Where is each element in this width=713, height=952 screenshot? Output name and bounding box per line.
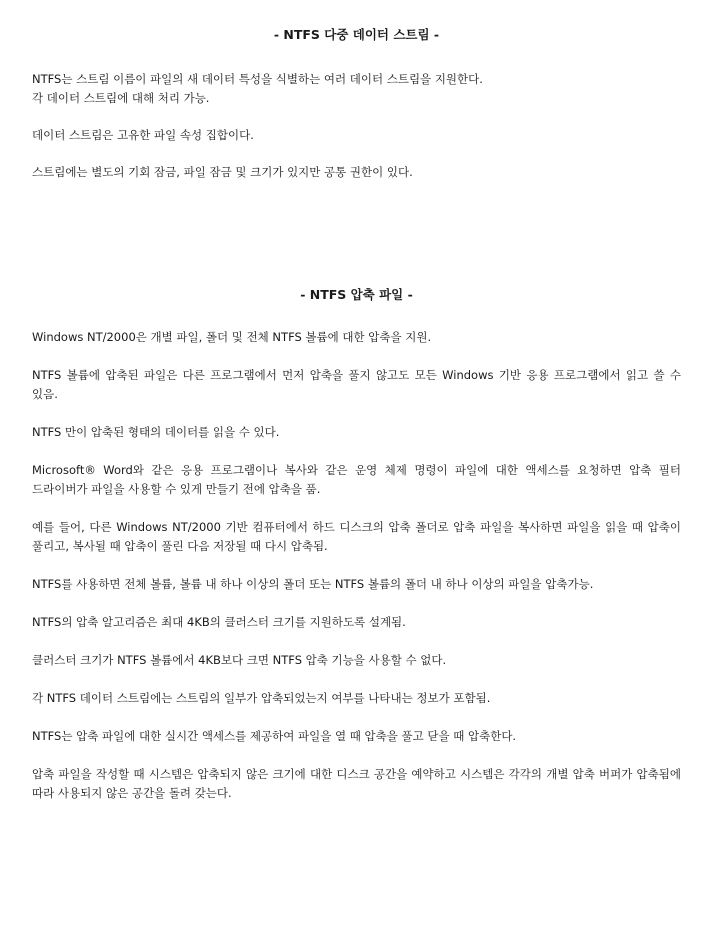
paragraph: NTFS를 사용하면 전체 볼륨, 볼륨 내 하나 이상의 폴더 또는 NTFS 볼륨의 폴더 내 하나 이상의 파일을 압축가능.	[32, 577, 594, 591]
paragraph: NTFS의 압축 알고리즘은 최대 4KB의 클러스터 크기를 지원하도록 설계됨.	[32, 615, 406, 629]
paragraph: 클러스터 크기가 NTFS 볼륨에서 4KB보다 크면 NTFS 압축 기능을 사용할 수 없다.	[32, 653, 447, 667]
section-title-ntfs-data-streams: - NTFS 다중 데이터 스트림 -	[273, 27, 440, 42]
paragraph-line: 각 데이터 스트림에 대해 처리 가능.	[32, 91, 210, 105]
paragraph: Windows NT/2000은 개별 파일, 폴더 및 전체 NTFS 볼륨에 대한 압축을 지원.	[32, 330, 432, 344]
paragraph: NTFS 볼륨에 압축된 파일은 다른 프로그램에서 먼저 압축을 풀지 않고도 모든 Windows 기반 응용 프로그램에서 읽고 쓸 수 있음.	[32, 368, 681, 401]
section-body-ntfs-data-streams	[32, 70, 681, 182]
paragraph: 각 NTFS 데이터 스트림에는 스트림의 일부가 압축되었는지 여부를 나타내는 정보가 포함됨.	[32, 691, 491, 705]
paragraph-line: 스트림에는 별도의 기회 잠금, 파일 잠금 및 크기가 있지만 공통 권한이 있다.	[32, 165, 413, 179]
paragraph-line: NTFS는 스트림 이름이 파일의 새 데이터 특성을 식별하는 여러 데이터 스트림을 지원한다.	[32, 72, 483, 86]
paragraph: 압축 파일을 작성할 때 시스템은 압축되지 않은 크기에 대한 디스크 공간을 예약하고 시스템은 각각의 개별 압축 버퍼가 압축됨에 따라 사용되지 않은 공간을 돌려 갖는다.	[32, 767, 681, 800]
paragraph: NTFS 만이 압축된 형태의 데이터를 읽을 수 있다.	[32, 425, 280, 439]
paragraph	[32, 70, 681, 108]
section-title-ntfs-compressed-files: - NTFS 압축 파일 -	[300, 287, 413, 302]
paragraph-line: 데이터 스트림은 고유한 파일 속성 집합이다.	[32, 128, 254, 142]
paragraph	[32, 163, 681, 182]
paragraph: NTFS는 압축 파일에 대한 실시간 액세스를 제공하여 파일을 열 때 압축을 풀고 닫을 때 압축한다.	[32, 729, 517, 743]
paragraph: Microsoft® Word와 같은 응용 프로그램이나 복사와 같은 운영 체제 명령이 파일에 대한 액세스를 요청하면 압축 필터 드라이버가 파일을 사용할 수 있게 만들기 전에 압축을 품.	[32, 463, 681, 496]
section-body-ntfs-compressed-files	[32, 328, 681, 803]
paragraph: 예를 들어, 다른 Windows NT/2000 기반 컴퓨터에서 하드 디스크의 압축 폴더로 압축 파일을 복사하면 파일을 읽을 때 압축이 풀리고, 복사될 때 압축이 풀린 다음 저장될 때 다시 압축됨.	[32, 520, 681, 553]
paragraph	[32, 126, 681, 145]
